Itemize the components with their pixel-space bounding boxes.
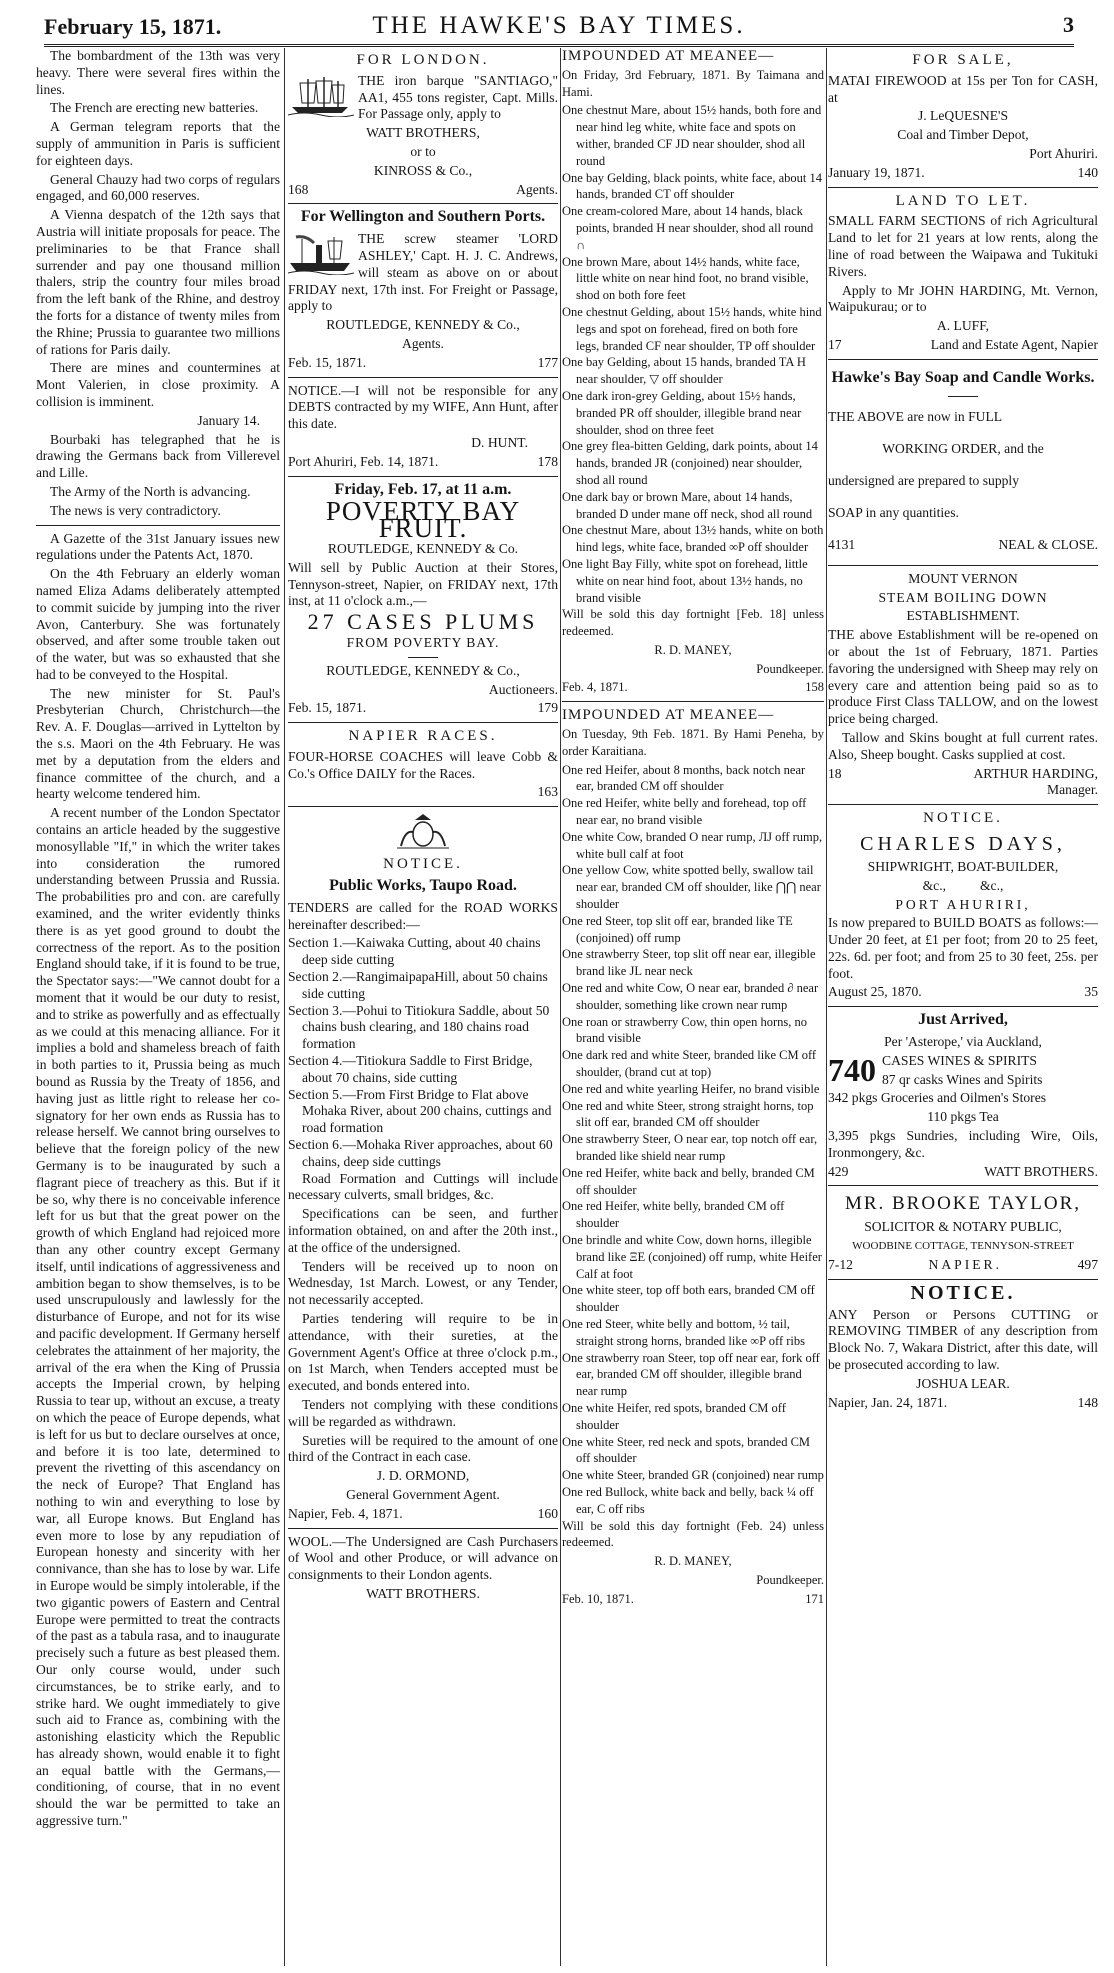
signature-role: Poundkeeper.: [756, 661, 824, 676]
masthead: [44, 8, 1074, 47]
ad-number: 168: [288, 181, 309, 197]
news-paragraph: A Gazette of the 31st January issues new regulations under the Patents Act, 1870.: [36, 530, 280, 563]
news-paragraph: General Chauzy had two corps of regulars engaged, and 60,000 reserves.: [36, 171, 280, 204]
ad-heading: LAND TO LET.: [895, 192, 1031, 209]
ad-wellington: [288, 231, 558, 371]
signature: A. LUFF,: [936, 318, 990, 334]
impounded-entry: One white Cow, branded O near rump, ЛJ off rump, white bull calf at foot: [562, 829, 823, 861]
ad-body: NOTICE.—I will not be responsible for any DEBTS contracted by my WIFE, Ann Hunt, after this date.: [288, 382, 558, 432]
section-rule: [828, 1006, 1098, 1007]
ad-land-to-let: [828, 213, 1098, 353]
ad-body: THE above Establishment will be re-opened on or about the 1st of February, 1871. Parties favoring the undersigned with Sheep may rely on every care and attention being paid so as to produce First Class TALLOW, and on the lowest price being charged.: [828, 627, 1098, 727]
dateline: January 14.: [197, 412, 260, 428]
section-rule: [288, 203, 558, 204]
section-rule: [828, 1279, 1098, 1280]
royal-crest-icon: [393, 812, 453, 852]
impounded-entry: One white Steer, branded GR (conjoined) near rump: [562, 1468, 824, 1483]
column-divider: [826, 48, 827, 1966]
impounded-entry: One red Heifer, white back and belly, branded CM off shoulder: [562, 1165, 815, 1197]
impounded-entry: One bay Gelding, black points, white face, about 14 hands, branded CT off shoulder: [562, 170, 822, 202]
notice-lear: [828, 1307, 1098, 1412]
column-divider: [284, 48, 285, 1966]
impounded-notice-2: [562, 707, 824, 1607]
notice-paragraph: Tenders will be received up to noon on Wednesday, 1st March. Lowest, or any Tender, not necessarily accepted.: [288, 1258, 558, 1308]
impounded-entry: One white steer, top off both ears, branded CM off shoulder: [562, 1283, 815, 1315]
ad-date: Napier, Jan. 24, 1871.: [828, 1394, 948, 1410]
cases-line: 27 CASES PLUMS: [307, 609, 539, 635]
ad-number: 429: [828, 1163, 849, 1179]
ad-number: 148: [1077, 1394, 1098, 1410]
masthead-title: THE HAWKE'S BAY TIMES.: [372, 12, 746, 39]
impounded-entry: One red Heifer, about 8 months, back notch near ear, branded CM off shoulder: [562, 762, 806, 794]
signature: WATT BROTHERS.: [984, 1163, 1098, 1179]
ad-body: SMALL FARM SECTIONS of rich Agricultural Land to let for 21 years at low rents, along the line of road between the Waipawa and Tukituki Rivers.: [828, 213, 1098, 279]
ad-heading: IMPOUNDED AT MEANEE—: [562, 707, 775, 724]
notice-public-works: [288, 900, 558, 1523]
impounded-entry: One yellow Cow, white spotted belly, swallow tail near ear, branded CM off shoulder, like ⋂⋂ near shoulder: [562, 863, 821, 912]
impounded-entry: One white Heifer, red spots, branded CM off shoulder: [562, 1400, 786, 1432]
conjunction: or to: [410, 143, 436, 159]
section-rule: [288, 1528, 558, 1529]
trader-name: CHARLES DAYS,: [860, 832, 1066, 855]
impounded-entry: One red Heifer, white belly, branded CM off shoulder: [562, 1199, 785, 1231]
tender-section: Section 4.—Titiokura Saddle to First Bridge, about 70 chains, side cutting: [288, 1053, 533, 1085]
section-rule: [828, 804, 1098, 805]
ship-icon: [288, 73, 354, 117]
ad-body: THE screw steamer 'LORD ASHLEY,' Capt. H. J. C. Andrews, will steam as above on or about FRIDAY next, 17th inst. For Freight or Passage, apply to: [288, 231, 558, 314]
ad-body: TENDERS are called for the ROAD WORKS hereinafter described:—: [288, 899, 558, 932]
masthead-page-number: 3: [1063, 12, 1074, 37]
impounded-entry: One strawberry roan Steer, top off near ear, fork off ear, branded CM off shoulder, illegible brand near rump: [562, 1350, 820, 1399]
merchant-port: Port Ahuriri.: [1029, 145, 1098, 161]
ad-just-arrived: [828, 1034, 1098, 1180]
section-rule: [288, 722, 558, 723]
ad-number: 4131: [828, 536, 856, 552]
ad-heading: NOTICE.: [923, 810, 1003, 827]
section-rule: [828, 1185, 1098, 1186]
impounded-entry: One chestnut Gelding, about 15½ hands, white hind legs and spot on forehead, fired on both fore legs, branded CF near shoulder, TP off shoulder: [562, 304, 822, 353]
section-rule: [828, 565, 1098, 566]
news-paragraph: The new minister for St. Paul's Presbyterian Church, Christchurch—the Rev. A. F. Douglas—arrived in Lyttelton by the s.s. Maori on the 4th February. He was met by a deputation from the elders and finance committee of the church, and a hearty welcome tendered him.: [36, 685, 280, 802]
notice-hunt: [288, 383, 558, 471]
dash-rule: [948, 396, 978, 397]
ad-date: Feb. 15, 1871.: [288, 700, 367, 716]
section-rule: [828, 359, 1098, 360]
impounded-entry: One red and white Steer, strong straight horns, top slit off ear, branded CM off shoulder: [562, 1098, 814, 1130]
ad-heading: ESTABLISHMENT.: [906, 608, 1020, 624]
tender-section: Section 3.—Pohui to Titiokura Saddle, about 50 chains bush clearing, and 180 chains road formation: [288, 1002, 550, 1052]
ad-heading: FOR LONDON.: [356, 52, 490, 68]
notice-paragraph: Tenders not complying with these conditions will be regarded as withdrawn.: [288, 1396, 558, 1429]
trader-trade: SHIPWRIGHT, BOAT-BUILDER,: [867, 858, 1059, 874]
solicitor-address: WOODBINE COTTAGE, TENNYSON-STREET: [852, 1240, 1074, 1253]
ad-body: MATAI FIREWOOD at 15s per Ton for CASH, at: [828, 72, 1098, 105]
cargo-line: 110 pkgs Tea: [927, 1109, 999, 1125]
auctioneer-name: ROUTLEDGE, KENNEDY & Co.: [327, 540, 519, 556]
ad-number: 163: [537, 784, 558, 800]
ad-heading: NOTICE.: [910, 1281, 1016, 1304]
agent-name: KINROSS & Co.,: [373, 162, 473, 178]
notice-intro: On Friday, 3rd February, 1871. By Taimana and Hami.: [562, 67, 824, 99]
signature-role: Auctioneers.: [488, 681, 558, 697]
trader-place: PORT AHURIRI,: [895, 896, 1031, 912]
signature: J. D. ORMOND,: [376, 1468, 470, 1484]
ad-line: SOAP in any quantities.: [828, 504, 959, 520]
cases-origin: FROM POVERTY BAY.: [346, 634, 500, 650]
impounded-entry: One red Bullock, white back and belly, back ¼ off ear, C off ribs: [562, 1484, 814, 1516]
news-paragraph: There are mines and countermines at Mont Valerien, in close proximity. A collision is imminent.: [36, 360, 280, 409]
ad-napier-races: [288, 749, 558, 801]
signature: ARTHUR HARDING,: [973, 765, 1098, 781]
ad-number: 18: [828, 765, 842, 781]
impounded-entry: One cream-colored Mare, about 14 hands, black points, branded H near shoulder, shod all round ∩: [562, 204, 814, 252]
news-paragraph: Bourbaki has telegraphed that he is drawing the Germans back from Villerevel and Lille.: [36, 431, 280, 481]
ad-body: WOOL.—The Undersigned are Cash Purchasers of Wool and other Produce, or will advance on consignments to their London agents.: [288, 1533, 558, 1583]
ad-poverty-bay-fruit: [288, 482, 558, 718]
ad-number: 158: [805, 680, 824, 695]
impounded-entry: One dark iron-grey Gelding, about 15½ hands, branded PR off shoulder, illegible brand near shoulder, shod on three feet: [562, 388, 802, 437]
signature: R. D. MANEY,: [654, 1554, 732, 1569]
notice-paragraph: Parties tendering will require to be in attendance, with their sureties, at the Government Agent's Office at three o'clock p.m., on 1st March, when Tenders accepted must be executed, and bonds entered into.: [288, 1311, 558, 1394]
section-rule: [828, 187, 1098, 188]
notice-footer: Will be sold this day fortnight [Feb. 18] unless redeemed.: [562, 607, 824, 639]
ad-heading: NAPIER RACES.: [348, 728, 498, 745]
ad-for-london: [288, 73, 558, 199]
ad-soap-works: [828, 402, 1098, 560]
impounded-entry: One brindle and white Cow, down horns, illegible brand like ΞE (conjoined) off rump, white Heifer Calf at foot: [562, 1232, 822, 1281]
impounded-notice-1: [562, 48, 824, 696]
cargo-line: CASES WINES & SPIRITS: [882, 1052, 1037, 1068]
news-paragraph: The news is very contradictory.: [50, 502, 221, 518]
agent-name: WATT BROTHERS,: [366, 125, 480, 141]
section-rule: [288, 806, 558, 807]
ad-number: 140: [1077, 164, 1098, 180]
impounded-entry: One red and white Cow, O near ear, branded ∂ near shoulder, something like crown near rump: [562, 981, 819, 1012]
impounded-entry: One red Heifer, white belly and forehead, top off near ear, no brand visible: [562, 796, 807, 828]
section-rule: [36, 525, 280, 526]
column-3: [562, 48, 824, 1966]
column-divider: [560, 48, 561, 1966]
ad-heading: Hawke's Bay Soap and Candle Works.: [831, 368, 1095, 386]
ad-body: THE iron barque "SANTIAGO," AA1, 455 tons register, Capt. Mills. For Passage only, apply to: [358, 72, 558, 122]
merchant-place: Coal and Timber Depot,: [897, 127, 1029, 143]
news-paragraph: The French are erecting new batteries.: [50, 100, 259, 116]
section-rule: [288, 377, 558, 378]
cargo-line: 87 qr casks Wines and Spirits: [882, 1071, 1043, 1087]
steamer-icon: [288, 231, 354, 275]
ad-number: 177: [537, 354, 558, 370]
ad-number: 178: [537, 453, 558, 469]
ad-heading: FOR SALE,: [912, 52, 1014, 68]
notice-footer: Will be sold this day fortnight (Feb. 24) unless redeemed.: [562, 1518, 824, 1550]
ad-line: undersigned are prepared to supply: [828, 472, 1020, 488]
signature: R. D. MANEY,: [654, 642, 732, 657]
impounded-entry: One chestnut Mare, about 15½ hands, both fore and near hind leg white, white face and spots on wither, branded CF JD near shoulder, shod all round: [562, 103, 822, 168]
ship-line: Per 'Asterope,' via Auckland,: [884, 1034, 1042, 1050]
impounded-entry: One dark bay or brown Mare, about 14 hands, branded D under mane off neck, shod all round: [562, 489, 813, 521]
impounded-entry: One chestnut Mare, about 13½ hands, white on both hind legs, white face, branded ∞P off shoulder: [562, 523, 824, 555]
ad-body: Will sell by Public Auction at their Stores, Tennyson-street, Napier, on FRIDAY next, 17th inst, at 11 o'clock a.m.,—: [288, 559, 558, 609]
ad-brooke-taylor: [828, 1191, 1098, 1273]
column-2: [288, 48, 558, 1966]
impounded-entry: One red Steer, white belly and bottom, ½ tail, straight strong horns, branded like ∞P off ribs: [562, 1316, 806, 1348]
ad-firewood: [828, 73, 1098, 182]
ad-date: August 25, 1870.: [828, 984, 922, 1000]
notice-paragraph: Specifications can be seen, and further information obtained, on and after the 20th inst., at the office of the undersigned.: [288, 1206, 558, 1255]
tender-section: Section 2.—RangimaipapaHill, about 50 chains side cutting: [288, 969, 548, 1001]
signature-role: Land and Estate Agent, Napier: [930, 336, 1098, 352]
ad-heading: IMPOUNDED AT MEANEE—: [562, 48, 775, 64]
news-paragraph: The bombardment of the 13th was very heavy. There were several fires within the lines.: [36, 48, 280, 97]
tender-section: Section 1.—Kaiwaka Cutting, about 40 chains deep side cutting: [288, 935, 541, 968]
ad-heading: Just Arrived,: [918, 1011, 1008, 1029]
tender-section: Section 5.—From First Bridge to Flat above Mohaka River, about 200 chains, cuttings and road formation: [288, 1086, 552, 1136]
ad-mount-vernon: [828, 571, 1098, 799]
ad-heading: STEAM BOILING DOWN: [878, 589, 1048, 605]
masthead-date: February 15, 1871.: [44, 14, 222, 39]
agent-name: ROUTLEDGE, KENNEDY & Co.,: [326, 317, 520, 333]
cargo-line: 3,395 pkgs Sundries, including Wire, Oils, Ironmongery, &c.: [828, 1128, 1098, 1160]
impounded-entry: One bay Gelding, about 15 hands, branded TA H near shoulder, ▽ off shoulder: [562, 355, 806, 387]
column-1: [36, 48, 280, 1966]
sale-title: POVERTY BAY FRUIT.: [325, 496, 521, 544]
section-rule: [562, 701, 824, 702]
impounded-entry: One light Bay Filly, white spot on forehead, little white on near hind foot, about 13½ hands, no brand visible: [562, 556, 808, 605]
news-paragraph: A Vienna despatch of the 12th says that Austria will initiate proposals for peace. The preliminaries to be that France shall surrender and pay one thousand million thalers, strip the country four miles broad from the left bank of the Rhine, and destroy the forts for a distance of twenty miles from the Rhine; Prussia to guarantee two millions of rations for Paris daily.: [36, 207, 280, 357]
ad-heading: NOTICE.: [383, 856, 463, 873]
impounded-entry: One strawberry Steer, top slit off near ear, illegible brand like JL near neck: [562, 947, 816, 979]
solicitor-role: SOLICITOR & NOTARY PUBLIC,: [864, 1219, 1062, 1235]
ad-number: 17: [828, 336, 842, 352]
sale-date: Friday, Feb. 17, at 11 a.m.: [334, 480, 512, 498]
ad-heading: MOUNT VERNON: [908, 570, 1018, 586]
ad-date: Port Ahuriri, Feb. 14, 1871.: [288, 453, 439, 469]
solicitor-name: MR. BROOKE TAYLOR,: [844, 1193, 1082, 1215]
impounded-entry: One roan or strawberry Cow, thin open horns, no brand visible: [562, 1014, 807, 1046]
ad-body: Tallow and Skins bought at full current rates. Also, Sheep bought. Casks supplied at cost.: [828, 729, 1098, 762]
ad-body: FOUR-HORSE COACHES will leave Cobb & Co.'s Office DAILY for the Races.: [288, 748, 558, 781]
dash-rule: [408, 657, 438, 658]
ad-number: 7-12: [828, 1257, 853, 1273]
impounded-entry: One red and white yearling Heifer, no brand visible: [562, 1081, 820, 1096]
signature-role: Manager.: [1047, 782, 1098, 798]
trader-etc: &c., &c.,: [922, 877, 1004, 893]
column-4: [828, 48, 1098, 1966]
signature: ROUTLEDGE, KENNEDY & Co.,: [326, 662, 520, 678]
impounded-entry: One white Steer, red neck and spots, branded CM off shoulder: [562, 1434, 811, 1466]
tender-section: Section 6.—Mohaka River approaches, about 60 chains, deep side cuttings: [288, 1137, 553, 1169]
ad-date: Napier, Feb. 4, 1871.: [288, 1505, 403, 1521]
news-paragraph: A recent number of the London Spectator contains an article headed by the suggestive monosyllable "If," in which the writer takes into consideration the rumored understanding between Prussia and Russia. The probabilities pro and con. are carefully examined, and the writer evidently thinks there is as yet good ground to doubt the correctness of the report. As to the position England should take, if it is found to be true, the Spectator says:—"We cannot doubt for a moment that it would be our duty to resist, and to strike as powerfully and as effectually as we could at this menacing alliance. For it implies a bold and shameless breach of faith in both parties to it, Prussia being as much bound as Russia by the Treaty of 1856, and having just as little right to release her co-signatory for her own ends as Russia has to release herself. We cannot bring ourselves to believe that the foreign policy of the new Germany is to be inaugurated by such a flagrant piece of treachery as this. But if it be so, why there is no conceivable inference left for us but that the great power on the growth of which England had rejoiced more than any other country except Germany itself, until indications of aggressiveness and ambition began to show themselves, is to be used unscrupulously and lawlessly for the disturbance of Europe, and not for its wise and pacific development. If Germany herself celebrates the attainment of her majority, the arrival of the era when the King of Prussia accepts the Imperial crown, by helping Russia to tear up, without an excuse, a treaty on which the peace of Europe depends, what is left for us but to declare ourselves at once, and before it is too late, determined to prevent the rivetting of this ascendancy on the neck of Europe? That England has nothing to win and everything to lose by war, all Europe knows. But England has even more to lose by any repudiation of European honesty and sincerity with her connivance, than she has to lose by war. Life in Europe would be simply intolerable, if the two gigantic powers of Eastern and Central Europe were permitted to treat the contracts of the past as a tabula rasa, and to inaugurate precisely such a future as best pleased them. Our only course would, under such circumstances, be to strike early, and to strike hard. We ought immediately to give such aid to France as, combining with the astonishing elasticity which the Republic has already shown, would enable it to fight an equal battle with the Germans,—conditioning, of course, that in no event should the war be permitted to take an aggressive turn.": [36, 805, 280, 1829]
agents-label: Agents.: [402, 335, 444, 351]
notice-paragraph: Road Formation and Cuttings will include necessary culverts, small bridges, &c.: [288, 1170, 558, 1203]
ad-body: ANY Person or Persons CUTTING or REMOVING TIMBER of any description from Block No. 7, Wakara District, after this date, will be prosecuted according to law.: [828, 1306, 1098, 1373]
ad-number: 171: [805, 1591, 824, 1606]
ad-apply: Apply to Mr JOHN HARDING, Mt. Vernon, Waipukurau; or to: [828, 282, 1098, 315]
ad-line: THE ABOVE are now in FULL: [828, 408, 1003, 424]
solicitor-place: NAPIER.: [928, 1257, 1003, 1273]
news-paragraph: The Army of the North is advancing.: [50, 483, 251, 499]
cases-count: 740: [828, 1051, 876, 1088]
ad-number: 35: [1084, 984, 1098, 1000]
impounded-entry: One red Steer, top slit off ear, branded like TE (conjoined) off rump: [562, 913, 793, 945]
notice-paragraph: Sureties will be required to the amount of one third of the Contract in each case.: [288, 1432, 558, 1465]
signature-role: Poundkeeper.: [756, 1572, 824, 1587]
news-paragraph: A German telegram reports that the supply of ammunition in Paris is sufficient for eighteen days.: [36, 119, 280, 168]
merchant-name: J. LeQUESNE'S: [917, 108, 1009, 124]
signature-role: General Government Agent.: [346, 1486, 500, 1502]
ad-charles-days: [828, 831, 1098, 1001]
ad-subheading: Public Works, Taupo Road.: [329, 877, 517, 895]
ad-number: 160: [537, 1505, 558, 1521]
impounded-entry: One strawberry Steer, O near ear, top notch off ear, branded like shield near rump: [562, 1132, 818, 1163]
cargo-line: 342 pkgs Groceries and Oilmen's Stores: [828, 1090, 1047, 1106]
ad-date: Feb. 15, 1871.: [288, 354, 367, 370]
ad-date: January 19, 1871.: [828, 164, 925, 180]
news-paragraph: On the 4th February an elderly woman named Eliza Adams deliberately attempted to commit suicide by jumping into the river Avon, Canterbury. She was fortunately observed, and after some trouble taken out of the water, but was so exhausted that she had to be conveyed to the Hospital.: [36, 566, 280, 682]
impounded-entry: One dark red and white Steer, branded like CM off shoulder, (brand cut at top): [562, 1048, 817, 1080]
ad-number: 497: [1077, 1257, 1098, 1273]
signature: WATT BROTHERS.: [366, 1585, 480, 1601]
signature: NEAL & CLOSE.: [998, 536, 1098, 552]
section-rule: [288, 476, 558, 477]
ad-number: 179: [537, 700, 558, 716]
ad-wool: [288, 1534, 558, 1603]
ad-heading: For Wellington and Southern Ports.: [300, 208, 546, 226]
impounded-entry: One grey flea-bitten Gelding, dark points, about 14 hands, branded JR (conjoined) near shoulder, shod all round: [562, 439, 818, 487]
notice-intro: On Tuesday, 9th Feb. 1871. By Hami Peneha, by order Karaitiana.: [562, 727, 824, 758]
ad-line: WORKING ORDER, and the: [882, 440, 1044, 456]
impounded-entry: One brown Mare, about 14½ hands, white face, little white on near hind foot, no brand visible, shod on both fore feet: [562, 254, 809, 303]
agents-label: Agents.: [516, 181, 558, 197]
ad-date: Feb. 4, 1871.: [562, 680, 628, 695]
ad-body: Is now prepared to BUILD BOATS as follows:—Under 20 feet, at £1 per foot; from 20 to 25 feet, 22s. 6d. per foot; and from 25 to 30 feet, 25s. per foot.: [828, 915, 1098, 981]
signature: D. HUNT.: [471, 434, 528, 450]
signature: JOSHUA LEAR.: [916, 1375, 1010, 1391]
ad-date: Feb. 10, 1871.: [562, 1591, 634, 1606]
